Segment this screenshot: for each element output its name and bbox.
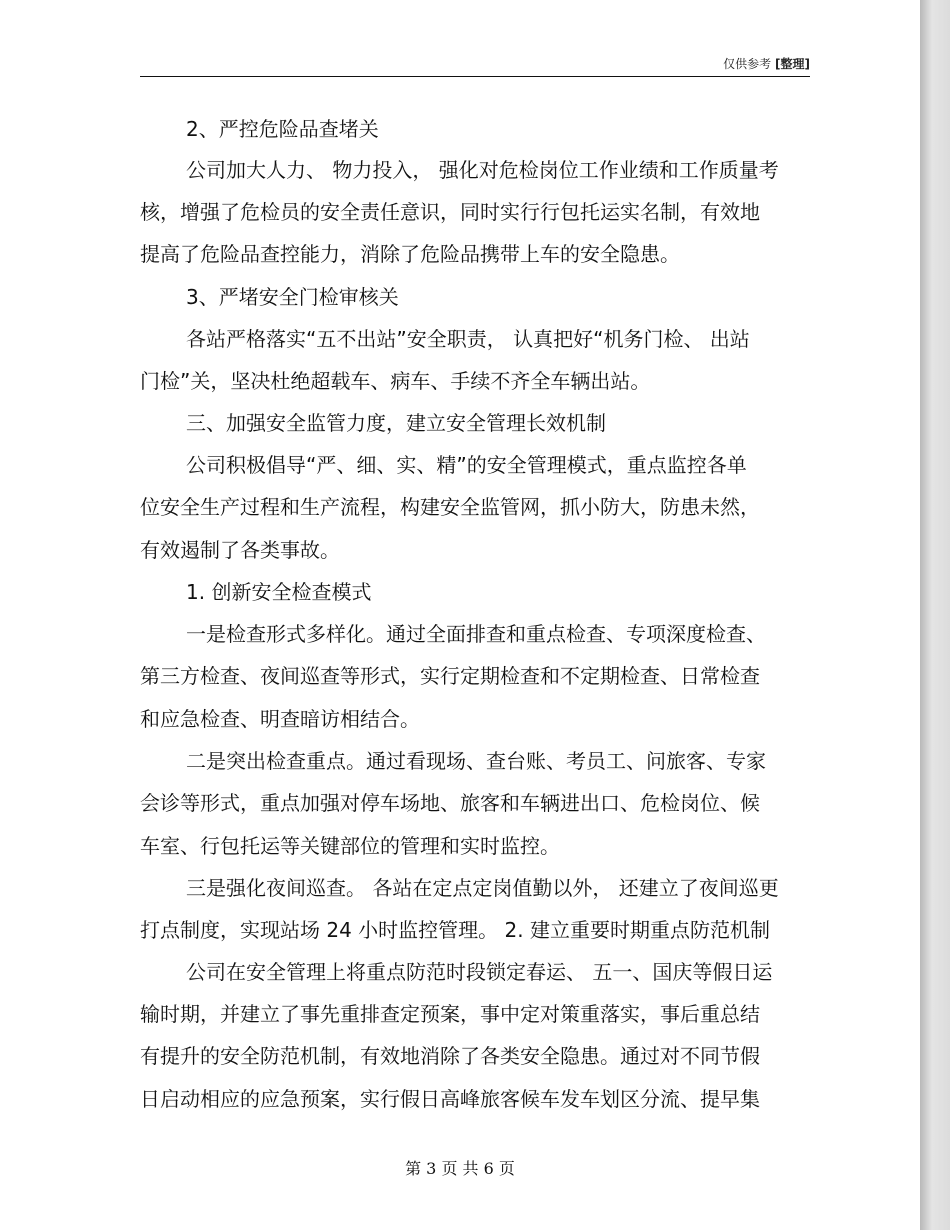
paragraph-line: 核，增强了危检员的安全责任意识，同时实行行包托运实名制，有效地	[140, 200, 760, 224]
paragraph-line: 位安全生产过程和生产流程，构建安全监管网，抓小防大，防患未然，	[140, 495, 760, 519]
paragraph-line: 和应急检查、明查暗访相结合。	[140, 707, 420, 731]
paragraph-line: 提高了危险品查控能力，消除了危险品携带上车的安全隐患。	[140, 242, 680, 266]
header-rule	[140, 76, 810, 77]
paragraph-line: 输时期，并建立了事先重排查定预案，事中定对策重落实，事后重总结	[140, 1002, 760, 1026]
page-header	[723, 55, 810, 72]
section-heading: 2、严控危险品查堵关	[186, 117, 379, 141]
header-note: 仅供参考	[723, 57, 772, 71]
paragraph-line: 门检”关，坚决杜绝超载车、病车、手续不齐全车辆出站。	[140, 369, 651, 393]
paragraph-line: 车室、行包托运等关键部位的管理和实时监控。	[140, 834, 560, 858]
section-heading: 三、加强安全监管力度，建立安全管理长效机制	[186, 411, 606, 435]
paragraph-line: 公司加大人力、 物力投入， 强化对危检岗位工作业绩和工作质量考	[186, 158, 779, 182]
paragraph-line: 有效遏制了各类事故。	[140, 538, 340, 562]
section-heading: 1. 创新安全检查模式	[186, 580, 372, 604]
paragraph-line: 公司积极倡导“严、细、实、精”的安全管理模式，重点监控各单	[186, 453, 747, 477]
paragraph-line: 一是检查形式多样化。通过全面排查和重点检查、专项深度检查、	[186, 622, 766, 646]
paragraph-line: 会诊等形式，重点加强对停车场地、旅客和车辆进出口、危检岗位、候	[140, 791, 760, 815]
paragraph-line: 各站严格落实“五不出站”安全职责， 认真把好“机务门检、 出站	[186, 327, 750, 351]
paragraph-line: 第三方检查、夜间巡查等形式，实行定期检查和不定期检查、日常检查	[140, 664, 760, 688]
page-number: 第 3 页 共 6 页	[405, 1159, 515, 1178]
paragraph-line: 日启动相应的应急预案，实行假日高峰旅客候车发车划区分流、提早集	[140, 1087, 760, 1111]
paragraph-line: 三是强化夜间巡查。 各站在定点定岗值勤以外， 还建立了夜间巡更	[186, 876, 779, 900]
paragraph-line: 二是突出检查重点。通过看现场、查台账、考员工、问旅客、专家	[186, 749, 766, 773]
paragraph-line: 公司在安全管理上将重点防范时段锁定春运、 五一、国庆等假日运	[186, 960, 773, 984]
header-tag: [整理]	[775, 57, 810, 71]
section-heading: 3、严堵安全门检审核关	[186, 285, 399, 309]
paragraph-line: 有提升的安全防范机制，有效地消除了各类安全隐患。通过对不同节假	[140, 1044, 760, 1068]
page-shadow	[920, 0, 950, 1230]
paragraph-line: 打点制度，实现站场 24 小时监控管理。 2. 建立重要时期重点防范机制	[140, 918, 770, 942]
